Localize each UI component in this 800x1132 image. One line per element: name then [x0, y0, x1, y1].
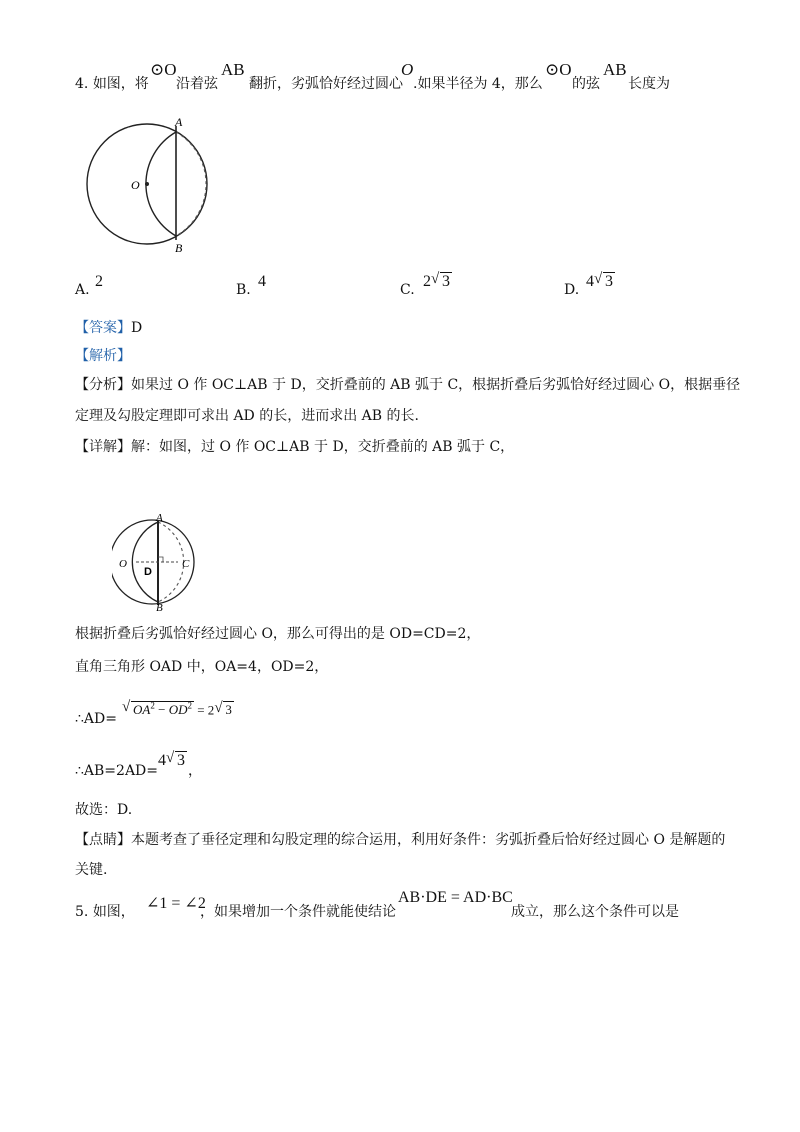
q4-center: O: [401, 60, 414, 79]
dianjing-line-2: 关键.: [75, 862, 108, 878]
analysis-tag: 【解析】: [75, 348, 131, 364]
label-b: B: [175, 241, 183, 255]
solution-figure: [112, 510, 202, 614]
option-b-value: 4: [258, 273, 266, 290]
sol-line-1: 根据折叠后劣弧恰好经过圆心 O，那么可得出的是 OD=CD=2，: [75, 626, 481, 642]
original-arc-dashed: [176, 132, 206, 236]
label-d-2: D: [144, 566, 152, 578]
ad-lhs: ∴AD=: [75, 711, 117, 727]
ad-formula: √ $OA^2 - OD^2 = 2$ √ 3: [122, 699, 232, 718]
q4-number: 4.: [75, 76, 89, 92]
label-o: O: [131, 178, 140, 192]
xiangjie-tag: 【详解】: [75, 439, 131, 455]
sol-line-2: 直角三角形 OAD 中，OA=4，OD=2，: [75, 659, 329, 675]
q4-chord-2: AB: [603, 60, 627, 79]
option-b[interactable]: B.: [236, 282, 251, 298]
option-c[interactable]: C.: [400, 282, 415, 298]
label-c-2: C: [182, 558, 190, 570]
xiangjie-line: 【详解】解：如图，过 O 作 OC⊥AB 于 D，交折叠前的 AB 弧于 C，: [75, 439, 515, 455]
fenxi-line-1: 【分析】如果过 O 作 OC⊥AB 于 D，交折叠前的 AB 弧于 C，根据折叠后劣弧恰好经过圆心 O，根据垂径: [75, 377, 741, 393]
option-c-value: 2 √ 3: [423, 271, 450, 290]
answer-tag: 【答案】: [75, 320, 131, 336]
q5-condition: ∠1 = ∠2: [146, 895, 206, 912]
label-o-2: O: [119, 558, 127, 570]
label-a-2: A: [156, 512, 163, 524]
ab-formula: 4 √ 3: [158, 750, 185, 769]
option-d[interactable]: D.: [564, 282, 580, 298]
conclude-line: 故选：D.: [75, 802, 133, 818]
dianjing-tag: 【点睛】: [75, 832, 131, 848]
dianjing-line-1: 【点睛】本题考查了垂径定理和勾股定理的综合运用，利用好条件：劣弧折叠后恰好经过圆心 O 是解题的: [75, 832, 726, 848]
q5-formula: AB·DE = AD·BC: [398, 889, 513, 906]
center-point: [145, 182, 149, 186]
q4-figure: [80, 112, 220, 260]
fenxi-tag: 【分析】: [75, 377, 131, 393]
fenxi-line-2: 定理及勾股定理即可求出 AD 的长，进而求出 AB 的长.: [75, 408, 419, 424]
answer-line: [75, 318, 142, 338]
option-a[interactable]: A.: [75, 282, 90, 298]
q5-stem: 5. 如图，: [75, 904, 135, 920]
ab-lhs: ∴AB=2AD=: [75, 763, 159, 779]
q4-circle-symbol: ⊙O: [150, 60, 177, 79]
q4-chord: AB: [221, 60, 245, 79]
answer-value: D: [131, 320, 143, 336]
q4-circle-symbol-2: ⊙O: [545, 60, 572, 79]
option-d-value: 4 √ 3: [586, 271, 613, 290]
q4-stem: 4. 如图，将: [75, 76, 149, 92]
option-a-value: 2: [95, 273, 103, 290]
q5-number: 5.: [75, 904, 89, 920]
label-b-2: B: [156, 602, 163, 614]
label-a: A: [175, 115, 183, 129]
folded-arc: [146, 132, 176, 236]
